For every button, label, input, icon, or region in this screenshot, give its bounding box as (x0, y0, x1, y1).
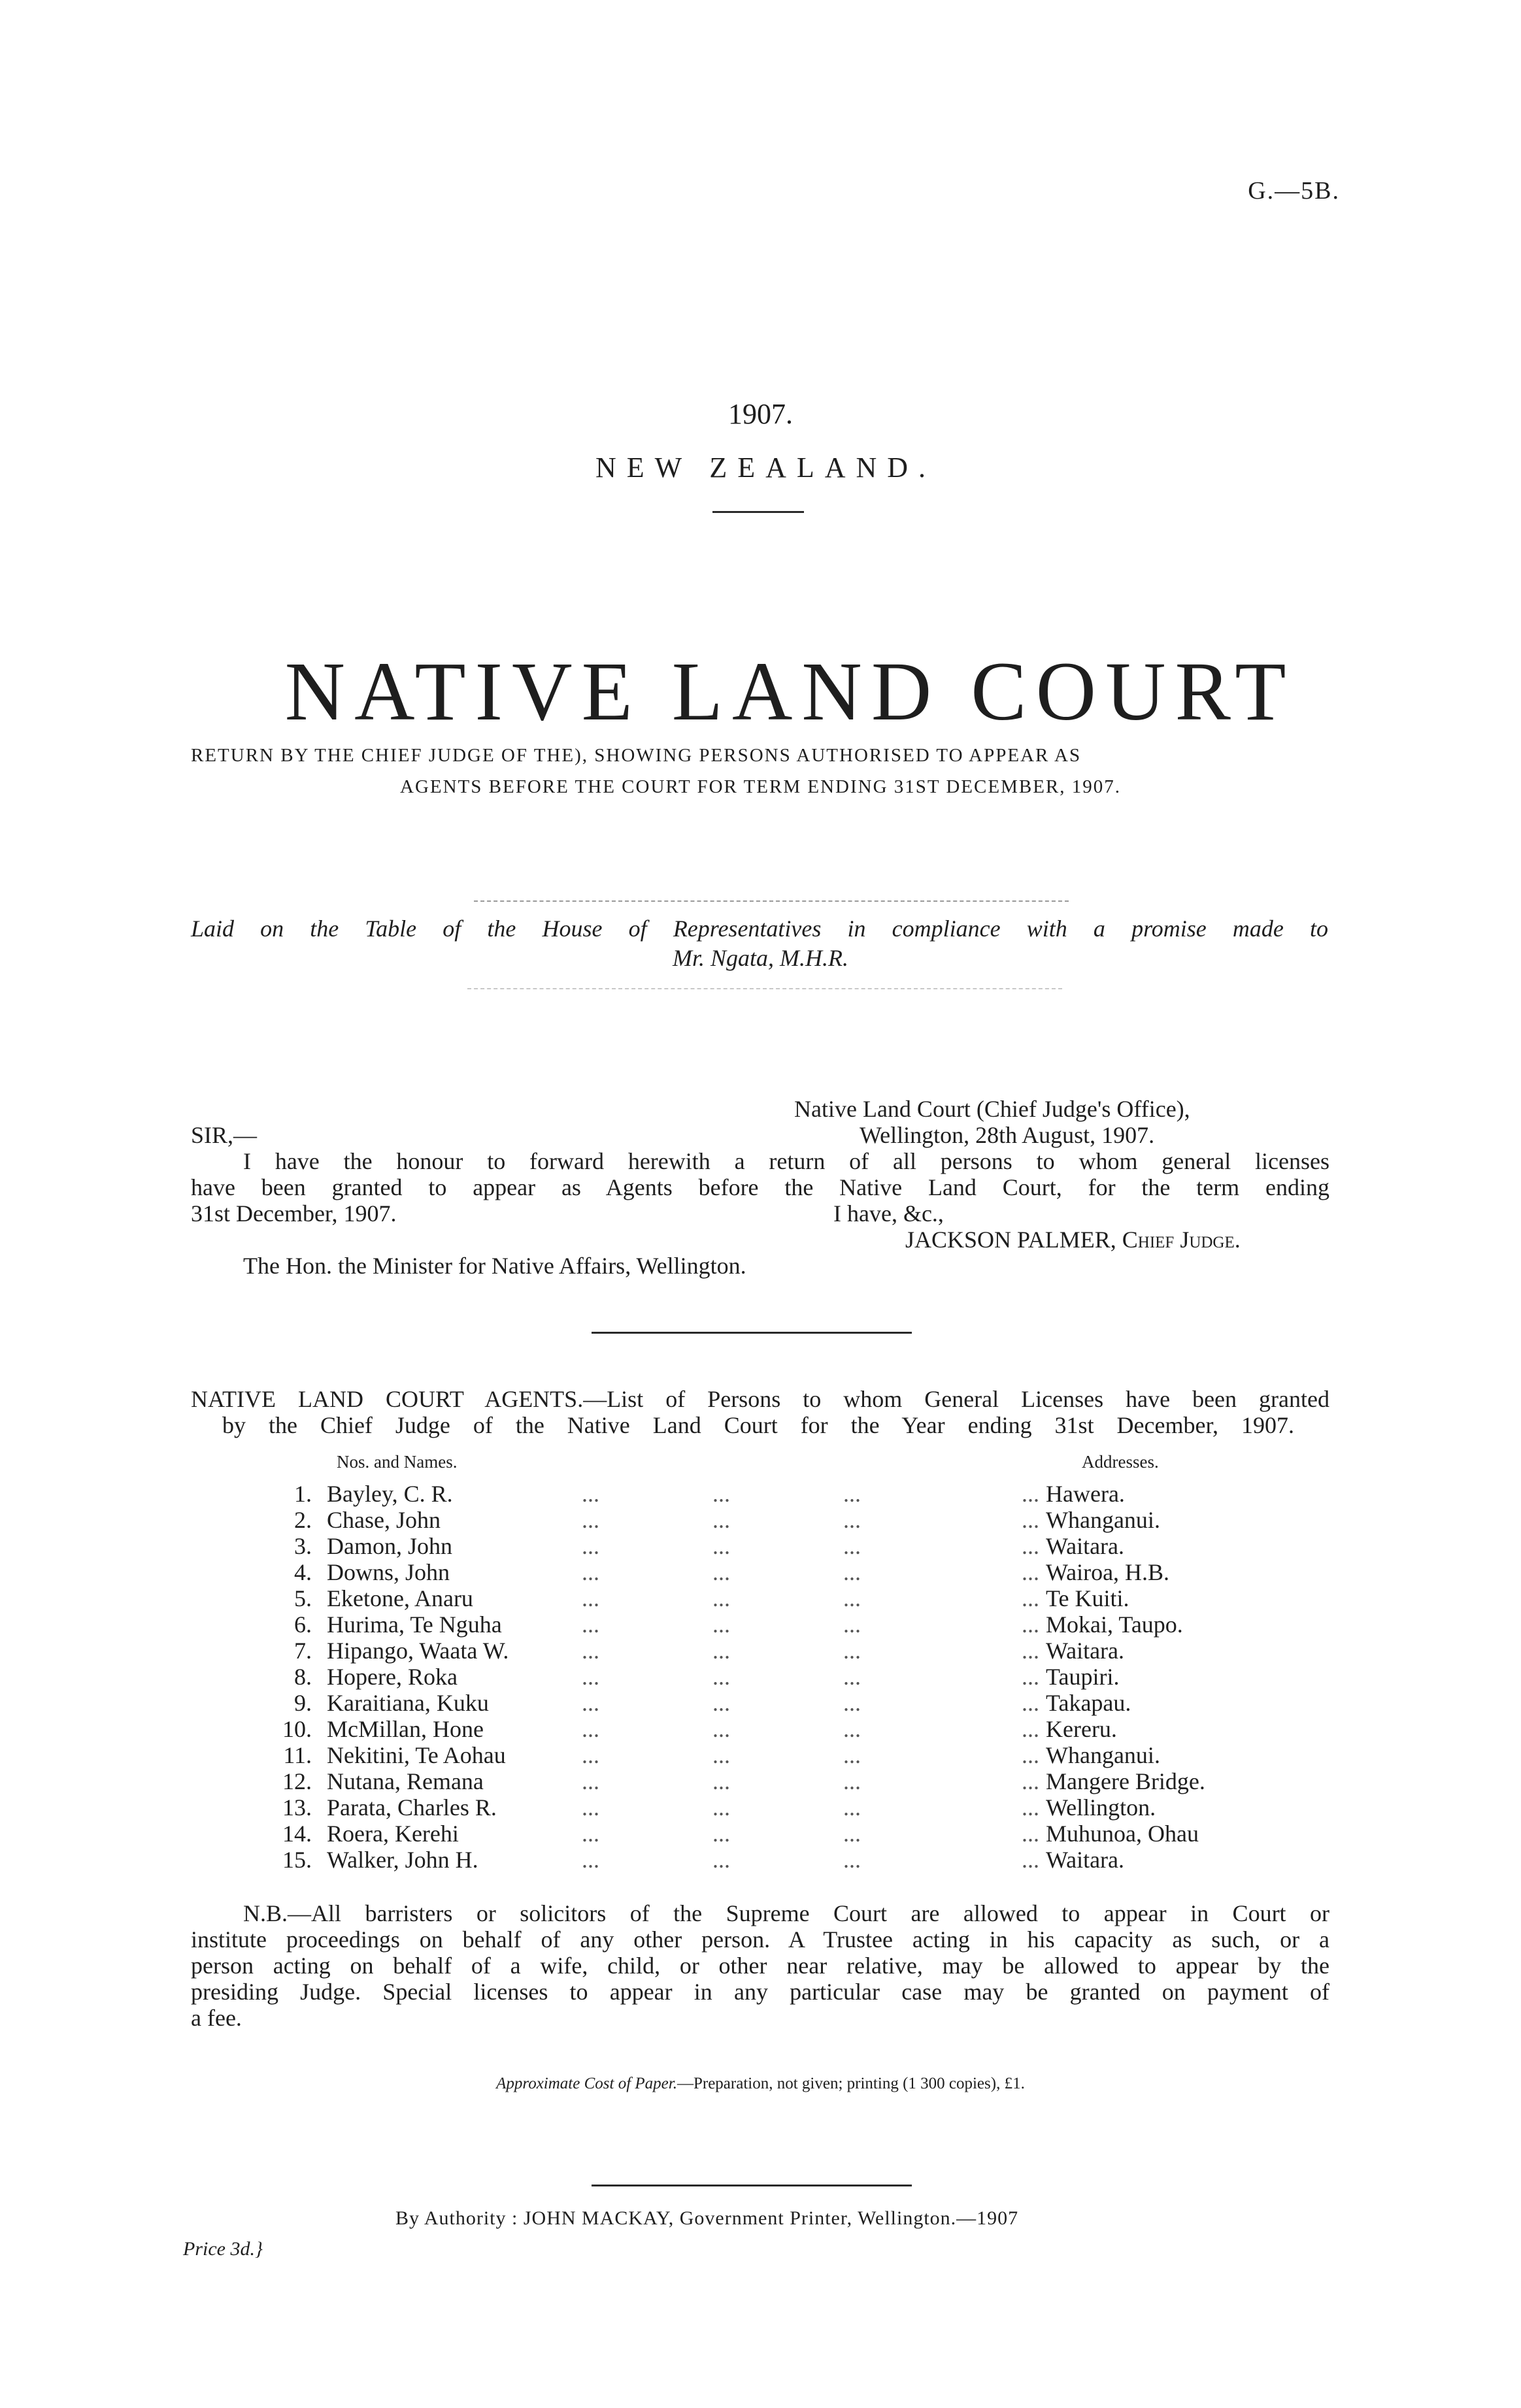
cost-text: —Preparation, not given; printing (1 300 copies), £1. (677, 2075, 1025, 2092)
letter-from-line-1: Native Land Court (Chief Judge's Office), (794, 1096, 1190, 1122)
letter-body-line-3: 31st December, 1907. (191, 1200, 397, 1227)
agent-address: Waitara. (1046, 1638, 1125, 1664)
agent-address: Wellington. (1046, 1794, 1156, 1821)
leader-dots: ... (712, 1768, 730, 1794)
agent-number: 4. (294, 1559, 312, 1585)
leader-dots: ... (582, 1559, 599, 1585)
agent-number: 10. (282, 1716, 312, 1742)
letter-body-line-1: I have the honour to forward herewith a return of all persons to whom general licenses (243, 1148, 1329, 1174)
agents-heading-line-1 (191, 1386, 1329, 1412)
agent-row (0, 1794, 1521, 1821)
agent-number: 8. (294, 1664, 312, 1690)
laid-on-table-line-1: Laid on the Table of the House of Representatives in compliance with a promise made to (191, 915, 1328, 942)
document-title: NATIVE LAND COURT (284, 645, 1295, 738)
agent-number: 5. (294, 1585, 312, 1611)
leader-dots: ... (1022, 1716, 1039, 1742)
letter-salutation: SIR,— (191, 1122, 258, 1148)
letter-addressee: The Hon. the Minister for Native Affairs, Wellington. (243, 1253, 746, 1279)
leader-dots: ... (582, 1585, 599, 1611)
leader-dots: ... (582, 1533, 599, 1559)
agent-address: Whanganui. (1046, 1507, 1160, 1533)
agent-address: Wairoa, H.B. (1046, 1559, 1170, 1585)
dot-leader (582, 1821, 1039, 1847)
dot-leader (582, 1664, 1039, 1690)
agent-number: 3. (294, 1533, 312, 1559)
document-subtitle-line-1: RETURN BY THE CHIEF JUDGE OF THE), SHOWING PERSONS AUTHORISED TO APPEAR AS (191, 745, 1082, 766)
leader-dots: ... (843, 1638, 861, 1664)
leader-dots: ... (712, 1559, 730, 1585)
leader-dots: ... (712, 1533, 730, 1559)
leader-dots: ... (712, 1664, 730, 1690)
leader-dots: ... (582, 1481, 599, 1507)
agent-row (0, 1821, 1521, 1847)
leader-dots: ... (843, 1690, 861, 1716)
leader-dots: ... (843, 1847, 861, 1873)
agent-name: Damon, John (327, 1533, 452, 1559)
dot-leader (582, 1507, 1039, 1533)
leader-dots: ... (1022, 1768, 1039, 1794)
leader-dots: ... (1022, 1559, 1039, 1585)
letter-from-line-2: Wellington, 28th August, 1907. (860, 1122, 1155, 1148)
leader-dots: ... (1022, 1611, 1039, 1638)
country-name: NEW ZEALAND. (595, 452, 937, 484)
leader-dots: ... (843, 1821, 861, 1847)
agent-name: Bayley, C. R. (327, 1481, 453, 1507)
printer-authority: By Authority : JOHN MACKAY, Government Printer, Wellington.—1907 (395, 2207, 1019, 2229)
agent-number: 1. (294, 1481, 312, 1507)
agent-name: Parata, Charles R. (327, 1794, 497, 1821)
leader-dots: ... (1022, 1821, 1039, 1847)
agents-heading-text: —List of Persons to whom General Licenses have been granted (583, 1386, 1329, 1412)
leader-dots: ... (843, 1611, 861, 1638)
agent-row (0, 1638, 1521, 1664)
agent-number: 14. (282, 1821, 312, 1847)
agent-address: Kereru. (1046, 1716, 1117, 1742)
agent-name: Hipango, Waata W. (327, 1638, 509, 1664)
leader-dots: ... (712, 1716, 730, 1742)
agents-heading-line-2: by the Chief Judge of the Native Land Court for the Year ending 31st December, 1907. (222, 1412, 1294, 1438)
letter-divider (592, 1332, 912, 1334)
leader-dots: ... (582, 1821, 599, 1847)
leader-dots: ... (712, 1507, 730, 1533)
agent-address: Muhunoa, Ohau (1046, 1821, 1199, 1847)
agent-address: Waitara. (1046, 1847, 1125, 1873)
dot-leader (582, 1533, 1039, 1559)
document-subtitle-line-2: AGENTS BEFORE THE COURT FOR TERM ENDING 31ST DECEMBER, 1907. (400, 776, 1121, 797)
leader-dots: ... (843, 1794, 861, 1821)
leader-dots: ... (1022, 1794, 1039, 1821)
leader-dots: ... (1022, 1481, 1039, 1507)
dot-leader (582, 1559, 1039, 1585)
footer-divider (592, 2185, 912, 2186)
leader-dots: ... (712, 1481, 730, 1507)
agent-name: Nekitini, Te Aohau (327, 1742, 506, 1768)
agent-address: Takapau. (1046, 1690, 1131, 1716)
letter-closing: I have, &c., (833, 1200, 944, 1227)
letter-signature: JACKSON PALMER, Chief Judge. (905, 1227, 1241, 1253)
agent-address: Mokai, Taupo. (1046, 1611, 1183, 1638)
agent-name: Nutana, Remana (327, 1768, 484, 1794)
leader-dots: ... (1022, 1533, 1039, 1559)
leader-dots: ... (843, 1481, 861, 1507)
publication-year: 1907. (728, 398, 793, 430)
dot-leader (582, 1690, 1039, 1716)
dot-leader (582, 1742, 1039, 1768)
agent-number: 2. (294, 1507, 312, 1533)
leader-dots: ... (582, 1794, 599, 1821)
leader-dots: ... (1022, 1847, 1039, 1873)
agent-row (0, 1742, 1521, 1768)
leader-dots: ... (1022, 1742, 1039, 1768)
agent-name: Walker, John H. (327, 1847, 478, 1873)
leader-dots: ... (582, 1768, 599, 1794)
dot-leader (582, 1638, 1039, 1664)
column-header-addresses: Addresses. (1082, 1452, 1159, 1472)
dot-leader (582, 1585, 1039, 1611)
agent-row (0, 1847, 1521, 1873)
leader-dots: ... (843, 1664, 861, 1690)
agent-number: 12. (282, 1768, 312, 1794)
leader-dots: ... (582, 1847, 599, 1873)
agent-name: Hurima, Te Nguha (327, 1611, 502, 1638)
leader-dots: ... (712, 1638, 730, 1664)
leader-dots: ... (582, 1611, 599, 1638)
dot-leader (582, 1794, 1039, 1821)
leader-dots: ... (1022, 1664, 1039, 1690)
leader-dots: ... (712, 1794, 730, 1821)
agent-number: 11. (283, 1742, 312, 1768)
leader-dots: ... (712, 1742, 730, 1768)
note-line-5: a fee. (191, 2005, 242, 2031)
agent-address: Waitara. (1046, 1533, 1125, 1559)
document-reference-code: G.—5B. (1248, 177, 1340, 205)
note-line-2: institute proceedings on behalf of any other person. A Trustee acting in his capacity as such, or a (191, 1926, 1329, 1953)
agent-name: Chase, John (327, 1507, 441, 1533)
leader-dots: ... (843, 1533, 861, 1559)
leader-dots: ... (582, 1690, 599, 1716)
laid-on-table-line-2: Mr. Ngata, M.H.R. (673, 945, 848, 971)
dot-leader (582, 1716, 1039, 1742)
agent-row (0, 1768, 1521, 1794)
agents-heading-label: NATIVE LAND COURT AGENTS. (191, 1386, 584, 1412)
leader-dots: ... (582, 1664, 599, 1690)
leader-dots: ... (843, 1585, 861, 1611)
title-divider (474, 900, 1069, 902)
header-divider (712, 511, 804, 513)
agent-name: Hopere, Roka (327, 1664, 458, 1690)
note-line-4: presiding Judge. Special licenses to appear in any particular case may be granted on payment of (191, 1979, 1329, 2005)
agent-row (0, 1611, 1521, 1638)
note-line-3: person acting on behalf of a wife, child, or other near relative, may be allowed to appear by the (191, 1953, 1329, 1979)
agent-address: Hawera. (1046, 1481, 1125, 1507)
cost-of-paper (0, 2075, 1521, 2093)
leader-dots: ... (1022, 1638, 1039, 1664)
agent-row (0, 1507, 1521, 1533)
agent-row (0, 1559, 1521, 1585)
dot-leader (582, 1611, 1039, 1638)
dot-leader (582, 1481, 1039, 1507)
leader-dots: ... (712, 1690, 730, 1716)
agent-row (0, 1585, 1521, 1611)
leader-dots: ... (1022, 1585, 1039, 1611)
column-header-names: Nos. and Names. (337, 1452, 458, 1472)
cost-label: Approximate Cost of Paper. (496, 2075, 677, 2092)
letter-body-line-2: have been granted to appear as Agents before the Native Land Court, for the term ending (191, 1174, 1329, 1200)
leader-dots: ... (843, 1716, 861, 1742)
leader-dots: ... (582, 1638, 599, 1664)
agent-name: McMillan, Hone (327, 1716, 484, 1742)
agent-row (0, 1664, 1521, 1690)
agent-row (0, 1716, 1521, 1742)
agent-name: Roera, Kerehi (327, 1821, 459, 1847)
agent-row (0, 1533, 1521, 1559)
agent-address: Whanganui. (1046, 1742, 1160, 1768)
leader-dots: ... (582, 1716, 599, 1742)
price: Price 3d.} (183, 2238, 263, 2260)
agent-number: 13. (282, 1794, 312, 1821)
agent-number: 7. (294, 1638, 312, 1664)
agent-row (0, 1690, 1521, 1716)
leader-dots: ... (843, 1742, 861, 1768)
leader-dots: ... (843, 1507, 861, 1533)
leader-dots: ... (1022, 1507, 1039, 1533)
agent-number: 9. (294, 1690, 312, 1716)
dot-leader (582, 1768, 1039, 1794)
leader-dots: ... (712, 1611, 730, 1638)
laid-divider (467, 988, 1062, 989)
leader-dots: ... (582, 1742, 599, 1768)
agent-name: Eketone, Anaru (327, 1585, 473, 1611)
agent-name: Karaitiana, Kuku (327, 1690, 489, 1716)
agent-name: Downs, John (327, 1559, 450, 1585)
agent-row (0, 1481, 1521, 1507)
leader-dots: ... (843, 1559, 861, 1585)
leader-dots: ... (582, 1507, 599, 1533)
agent-number: 6. (294, 1611, 312, 1638)
agent-address: Te Kuiti. (1046, 1585, 1129, 1611)
agent-address: Mangere Bridge. (1046, 1768, 1205, 1794)
dot-leader (582, 1847, 1039, 1873)
leader-dots: ... (712, 1585, 730, 1611)
leader-dots: ... (843, 1768, 861, 1794)
agent-address: Taupiri. (1046, 1664, 1120, 1690)
leader-dots: ... (1022, 1690, 1039, 1716)
leader-dots: ... (712, 1847, 730, 1873)
note-line-1: N.B.—All barristers or solicitors of the Supreme Court are allowed to appear in Court or (243, 1900, 1329, 1926)
agent-number: 15. (282, 1847, 312, 1873)
leader-dots: ... (712, 1821, 730, 1847)
